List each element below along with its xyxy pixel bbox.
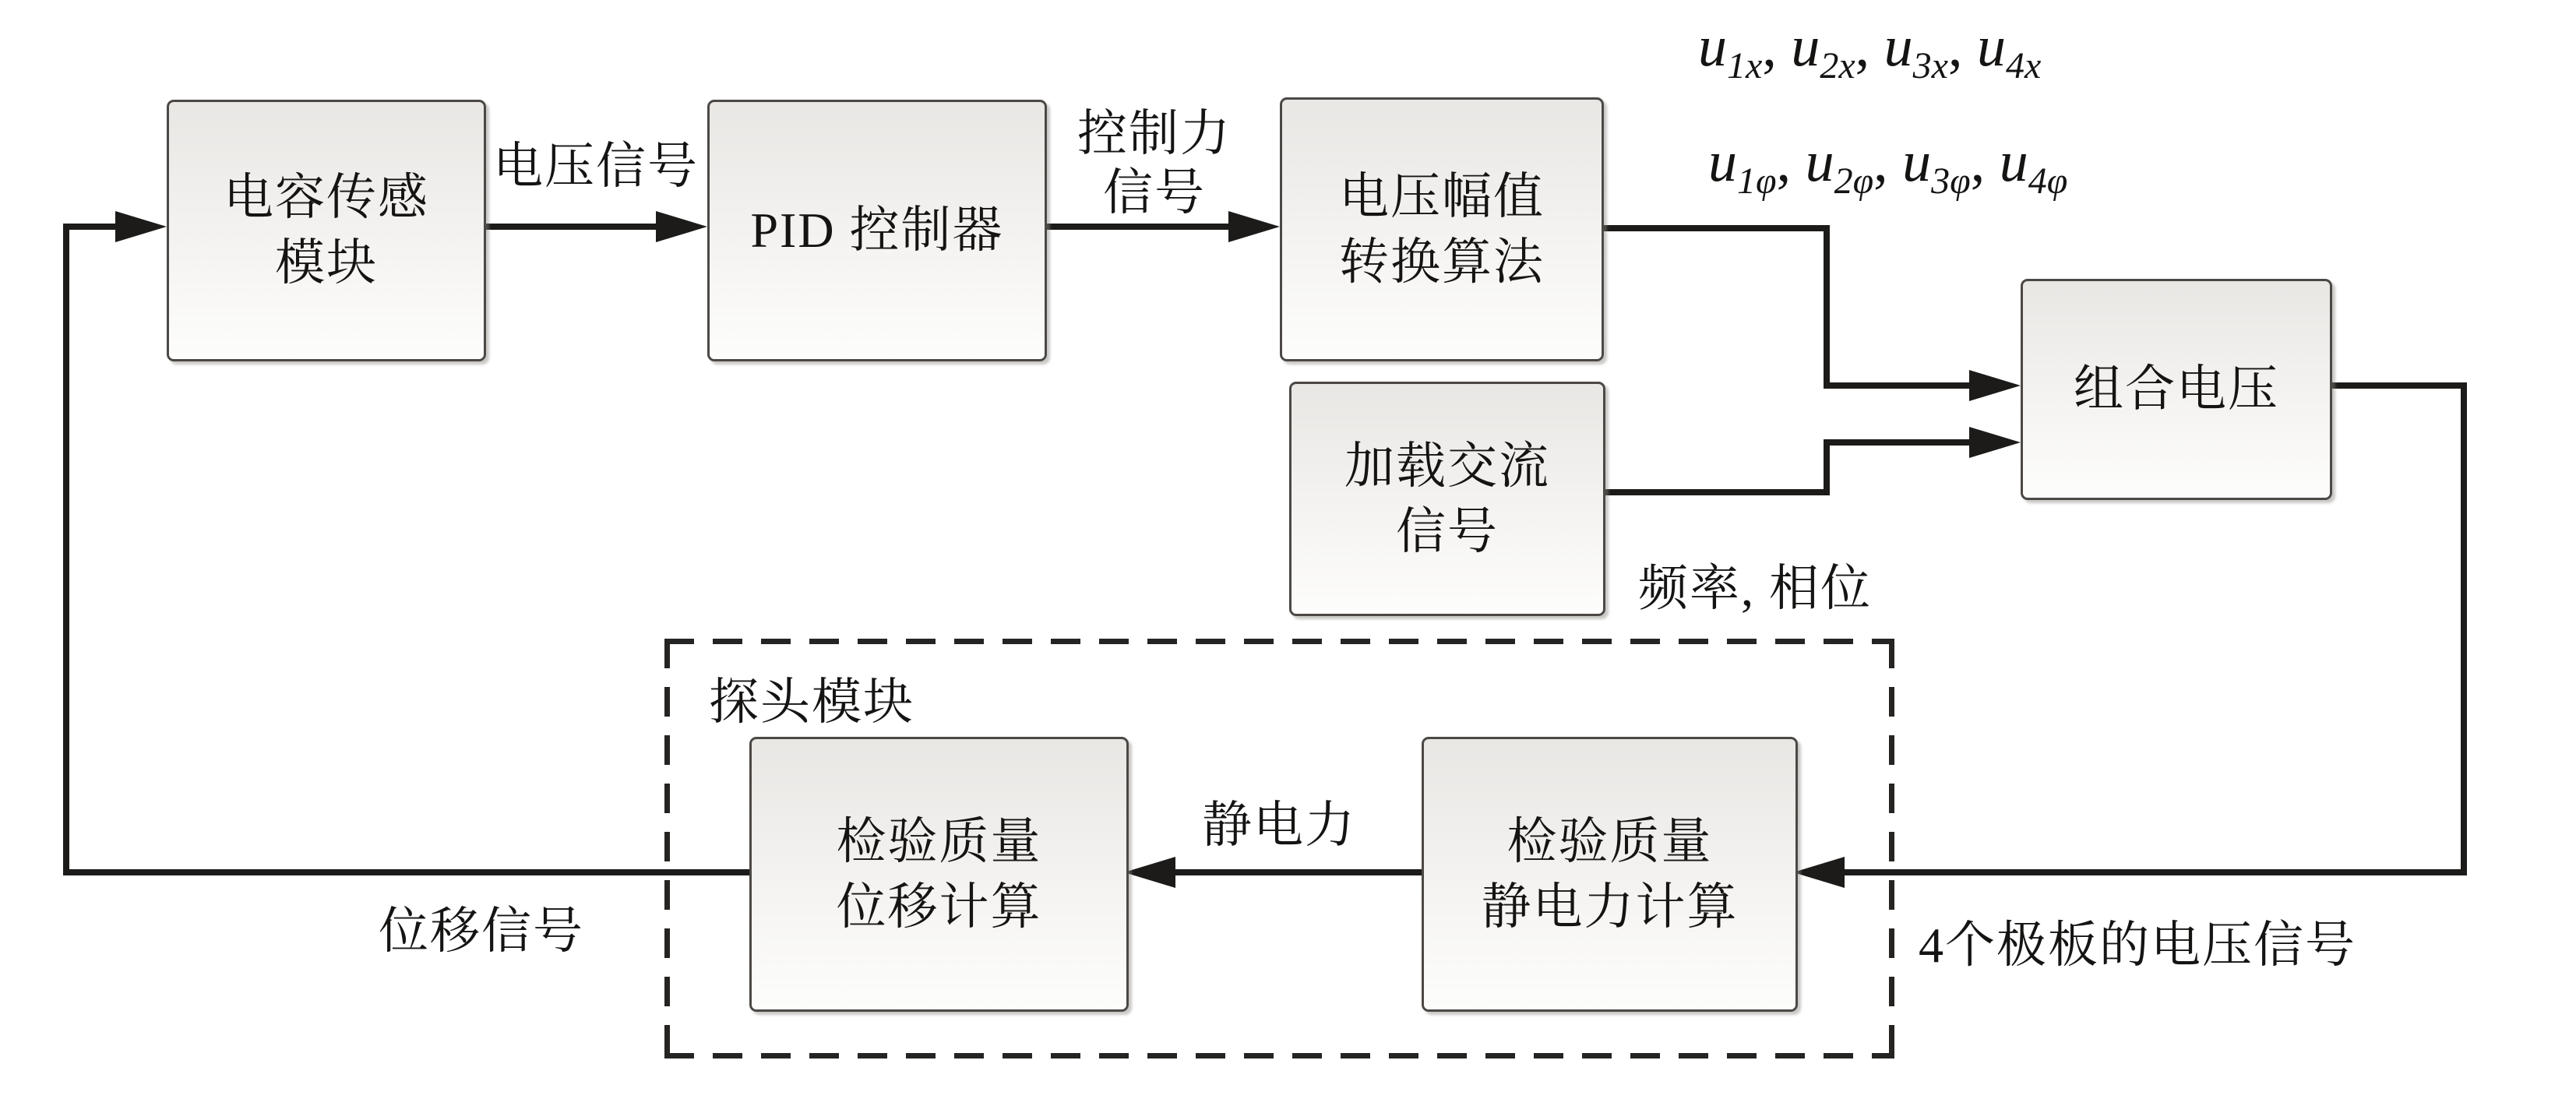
connector-pid-to-conversion [1042,224,1232,230]
label-control-force [1077,104,1232,223]
label-u-amplitudes: $u_{1x}$, $u_{2x}$, $u_{3x}$, $u_{4x}$ [1698,15,2042,86]
label-u-phases: $u_{1\varphi}$, $u_{2\varphi}$, $u_{3\varphi}$, $u_{4\varphi}$ [1708,130,2068,202]
box-force-calc-line2: 静电力计算 [1481,879,1739,935]
connector-capacitive-to-pid [481,224,659,230]
arrowhead-into-combined-2 [1969,427,2021,458]
connector-into-combined-1 [1824,382,1972,389]
arrowhead-into-conversion [1228,211,1280,242]
probe-module-frame-right [1889,639,1894,1058]
connector-feedback-horizontal [66,869,749,875]
connector-into-combined-2 [1824,439,1972,446]
label-voltage-signal: 电压信号 [493,139,699,194]
connector-conversion-out-h [1599,225,1830,231]
box-capacitive-line2: 模块 [275,235,378,291]
box-pid-line1: PID 控制器 [750,203,1004,258]
connector-combined-out-h [2328,382,2467,389]
label-displacement-signal: 位移信号 [379,904,584,959]
label-probe-module: 探头模块 [709,675,914,730]
label-control-force-line2: 信号 [1103,165,1206,220]
probe-module-frame-top [664,639,1894,644]
connector-ac-out-h [1601,489,1830,495]
probe-module-frame-left [664,639,670,1058]
box-voltage-conversion-line1: 电压幅值 [1339,168,1545,224]
arrowhead-into-capacitive [115,211,167,242]
label-four-plates-voltage: 4个极板的电压信号 [1919,918,2356,973]
probe-module-frame-bottom [664,1053,1894,1058]
box-combined-voltage [2021,279,2332,500]
box-capacitive-line1: 电容传感 [224,170,429,225]
box-displacement-calc [749,737,1129,1012]
label-electrostatic-force: 静电力 [1202,798,1356,853]
arrowhead-into-pid [656,211,707,242]
connector-conversion-down-v [1824,225,1830,389]
box-voltage-conversion [1280,97,1604,361]
box-combined-voltage-line1: 组合电压 [2074,361,2279,417]
box-displacement-calc-line1: 检验质量 [836,813,1042,869]
box-pid-controller [707,100,1047,361]
label-frequency-phase: 频率, 相位 [1638,561,1872,616]
connector-into-capacitive [63,224,118,230]
arrowhead-into-combined-1 [1969,370,2021,401]
box-displacement-calc-line2: 位移计算 [836,879,1042,935]
box-ac-signal-line2: 信号 [1396,503,1499,559]
connector-force-to-displacement [1175,869,1422,875]
box-capacitive-sensing [167,100,486,361]
connector-feedback-vertical [63,224,69,875]
arrowhead-into-displacement-calc [1124,857,1175,888]
connector-right-down-v [2461,382,2467,875]
arrowhead-into-force-calc [1793,857,1845,888]
box-voltage-conversion-line2: 转换算法 [1339,234,1545,290]
box-force-calc-line1: 检验质量 [1506,813,1713,869]
label-control-force-line1: 控制力 [1077,106,1232,161]
connector-into-force-calc [1845,869,2467,875]
box-ac-signal-line1: 加载交流 [1344,438,1550,494]
box-force-calc [1422,737,1798,1012]
connector-ac-up-v [1824,439,1830,495]
box-ac-signal [1289,382,1605,616]
